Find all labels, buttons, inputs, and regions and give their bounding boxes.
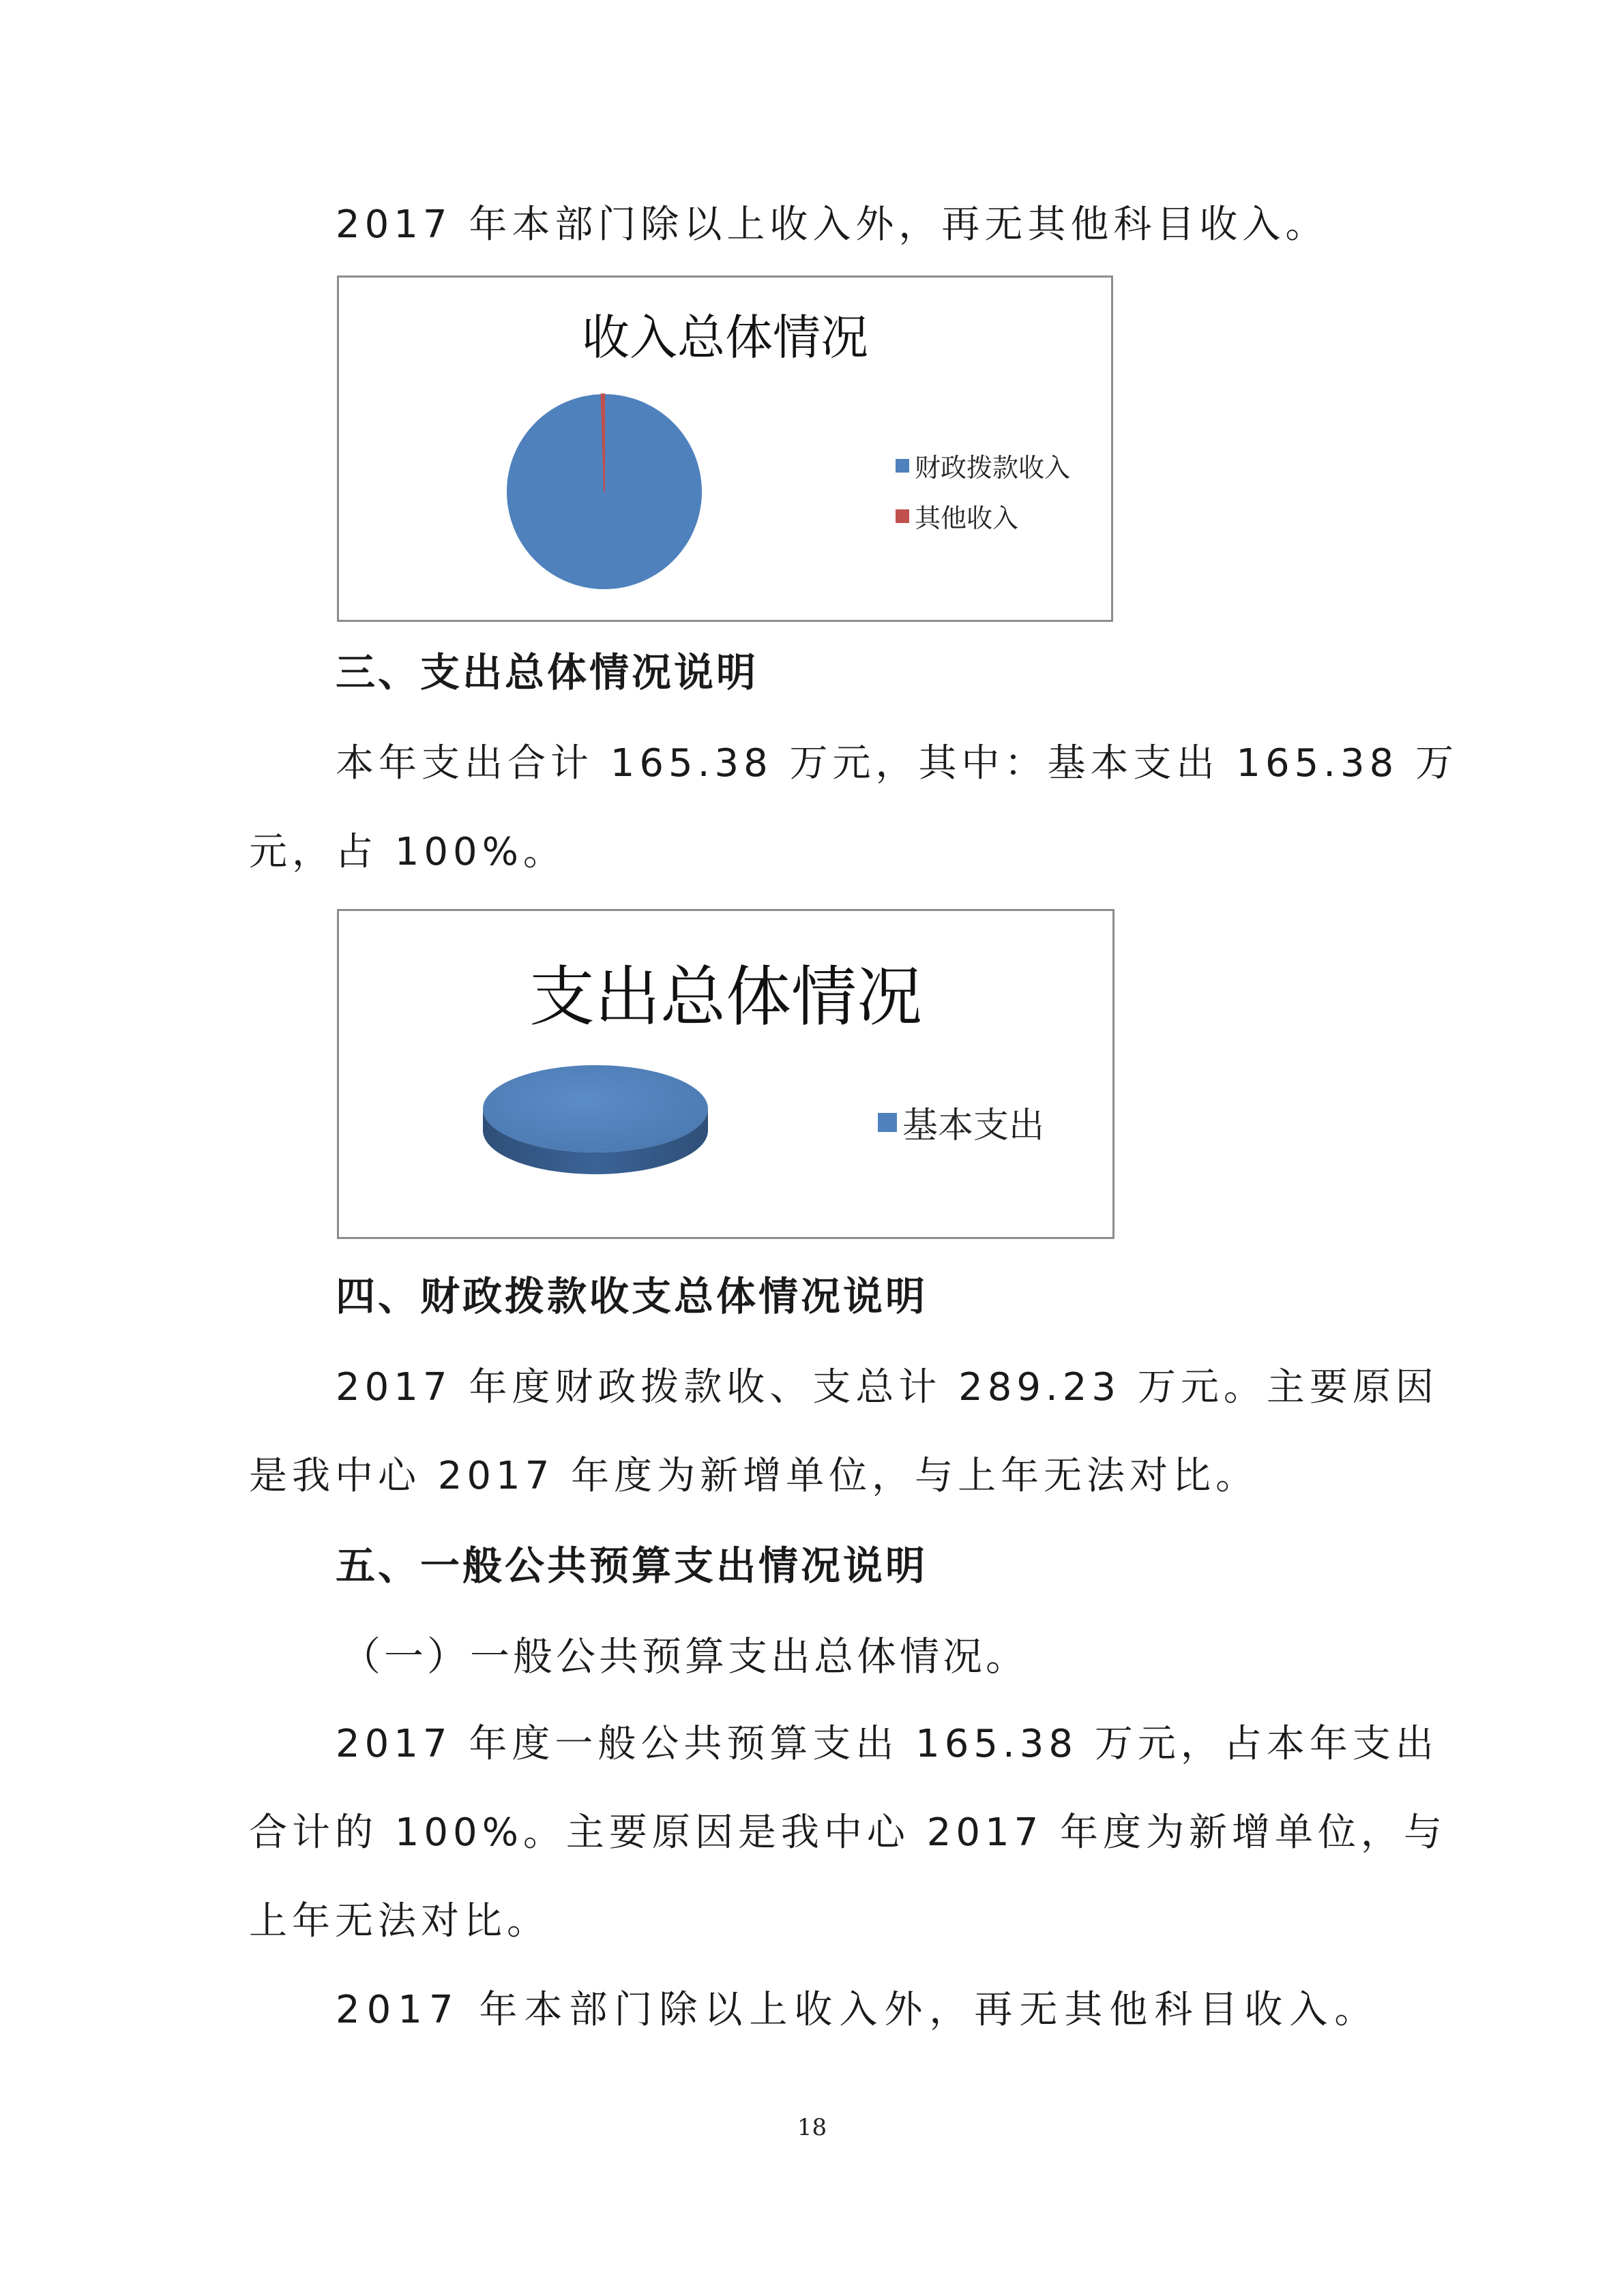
income-chart (337, 275, 1113, 622)
paragraph-expense-total-line1: 本年支出合计 165.38 万元，其中：基本支出 165.38 万 (336, 741, 1459, 786)
paragraph-income-note-top: 2017 年本部门除以上收入外，再无其他科目收入。 (336, 203, 1329, 247)
income-legend-label-0: 财政拨款收入 (915, 453, 1071, 483)
income-chart-title: 收入总体情况 (582, 310, 868, 366)
subheading-general-budget-overview: （一）一般公共预算支出总体情况。 (341, 1633, 1029, 1680)
expense-legend-label-0: 基本支出 (902, 1105, 1045, 1146)
legend-swatch-other (896, 509, 909, 523)
paragraph-general-budget-line3: 上年无法对比。 (249, 1899, 550, 1943)
heading-general-budget: 五、一般公共预算支出情况说明 (336, 1542, 928, 1589)
legend-swatch-basic (878, 1113, 897, 1132)
page-number: 18 (797, 2114, 827, 2141)
heading-expense-overview: 三、支出总体情况说明 (336, 649, 759, 696)
income-legend-label-1: 其他收入 (915, 503, 1019, 533)
paragraph-fiscal-total-line1: 2017 年度财政拨款收、支总计 289.23 万元。主要原因 (336, 1365, 1438, 1410)
paragraph-fiscal-total-line2: 是我中心 2017 年度为新增单位，与上年无法对比。 (249, 1454, 1259, 1498)
expense-pie-slice-0 (483, 1065, 708, 1152)
paragraph-general-budget-line2: 合计的 100%。主要原因是我中心 2017 年度为新增单位，与 (249, 1810, 1447, 1855)
income-legend-item-1 (896, 497, 1018, 535)
expense-chart (337, 909, 1114, 1239)
income-legend-item-0 (896, 447, 1070, 484)
expense-pie-3d (339, 911, 1112, 1237)
heading-fiscal-overview: 四、财政拨款收支总体情况说明 (336, 1273, 928, 1320)
expense-chart-title: 支出总体情况 (529, 959, 922, 1035)
expense-legend-item-0 (878, 1097, 1044, 1148)
paragraph-income-note-bottom: 2017 年本部门除以上收入外，再无其他科目收入。 (336, 1988, 1380, 2032)
paragraph-general-budget-line1: 2017 年度一般公共预算支出 165.38 万元，占本年支出 (336, 1722, 1438, 1766)
paragraph-expense-total-line2: 元，占 100%。 (249, 830, 566, 874)
legend-swatch-fiscal (896, 459, 909, 473)
